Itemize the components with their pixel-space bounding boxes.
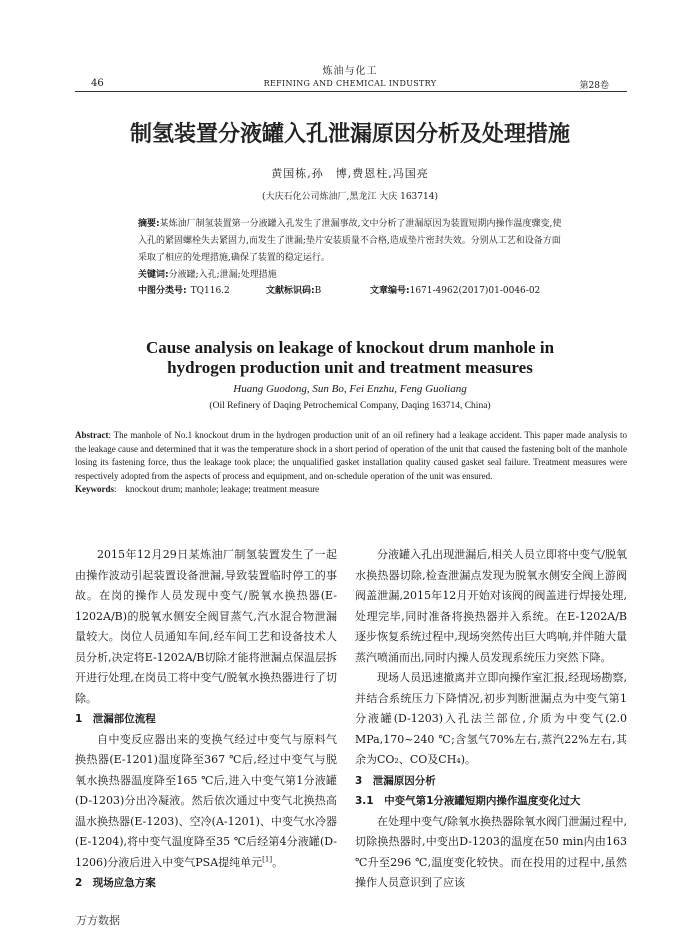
abstract-cn-text: 某炼油厂制氢装置第一分液罐入孔发生了泄漏事故,文中分析了泄漏原因为装置短期内操作温度骤变,使入孔的紧固螺栓失去紧固力,而发生了泄漏;垫片安装质量不合格,造成垫片密封失效。分别从工艺和设备方面采取了相应的处理措施,确保了装置的稳定运行。 [138, 219, 562, 263]
authors-en: Huang Guodong, Sun Bo, Fei Enzhu, Feng Guoliang [233, 383, 467, 395]
wanfang-watermark: 万方数据 [76, 914, 120, 927]
abstract-en-text: : The manhole of No.1 knockout drum in the hydrogen production unit of an oil refinery had a leakage accident. This paper made analysis to the leakage cause and determined that it was the temperature shock in a short period of operation of the unit that caused the fastening bolt of the manhole losing its fastening force, thus the leakage took place; the unqualified gasket installation quality caused gasket seal failure. Treatment measures were respectively adopted from the aspects of process and equipment, and on-schedule operation of the unit was ensured. [75, 430, 627, 481]
abstract-cn-label: 摘要: [138, 219, 160, 229]
section-heading-3: 3 泄漏原因分析 [355, 774, 436, 787]
paper-title-cn: 制氢装置分液罐入孔泄漏原因分析及处理措施 [129, 122, 570, 147]
body-column-right [355, 545, 627, 894]
body-column-left [75, 545, 337, 894]
volume-label: 第28卷 [579, 81, 609, 91]
header-rule [75, 91, 627, 92]
title-en-line2: hydrogen production unit and treatment measures [167, 358, 533, 377]
clc-field: 中图分类号: TQ116.2 [138, 286, 230, 296]
section-heading-2: 2 现场应急方案 [75, 877, 156, 889]
process-paragraph: 自中变反应器出来的变换气经过中变气与原料气换热器(E-1201)温度降至367 ℃后,经过中变气与脱氧水换热器温度降至165 ℃后,进入中变气第1分液罐(D-1203)分出冷凝液。然后依次通过中变气北换热高温水换热器(E-1203)、空冷(A-1201)、中变气水冷器(E-1204),将中变气温度降至35 ℃后经第4分液罐(D-1206)分液后进入中变气PSA提纯单元[1]。 [75, 732, 337, 869]
subsection-heading-3-1: 3.1 中变气第1分液罐短期内操作温度变化过大 [355, 795, 581, 807]
affiliation-en: (Oil Refinery of Daqing Petrochemical Company, Daqing 163714, China) [209, 401, 491, 411]
journal-name-cn: 炼油与化工 [322, 66, 378, 77]
journal-name-en: REFINING AND CHEMICAL INDUSTRY [263, 79, 437, 88]
keywords-cn: 分液罐;入孔;泄漏;处理措施 [168, 270, 277, 280]
article-no-field: 文章编号:1671-4962(2017)01-0046-02 [370, 286, 541, 296]
citation-ref[interactable]: [1] [262, 854, 273, 863]
doc-code-field: 文献标识码:B [266, 286, 322, 296]
title-en-line1: Cause analysis on leakage of knockout drum manhole in [145, 338, 555, 357]
section-heading-1: 1 泄漏部位流程 [75, 713, 156, 725]
abstract-cn [138, 216, 566, 284]
affiliation-cn: (大庆石化公司炼油厂,黑龙江 大庆 163714) [262, 192, 438, 202]
keywords-cn-label: 关键词: [138, 270, 169, 280]
keywords-en: : knockout drum; manhole; leakage; treatment measure [114, 484, 320, 494]
page-number: 46 [91, 78, 104, 89]
emergency-paragraph-2: 现场人员迅速撤离并立即向操作室汇报,经现场勘察,并结合系统压力下降情况,初步判断泄漏点为中变气第1分液罐(D-1203)入孔法兰部位,介质为中变气(2.0 MPa,170~240 ℃;含氢气70%左右,蒸汽22%左右,其余为CO₂、CO及CH₄)。 [355, 671, 627, 766]
abstract-en [75, 429, 627, 497]
authors-cn: 黄国栋,孙 博,费恩柱,冯国亮 [271, 167, 429, 180]
intro-paragraph: 2015年12月29日某炼油厂制氢装置发生了一起由操作波动引起装置设备泄漏,导致装置临时停工的事故。在岗的操作人员发现中变气/脱氧水换热器(E-1202A/B)的脱氧水侧安全阀冒蒸气,汽水混合物泄漏量较大。岗位人员通知车间,经车间工艺和设备技术人员分析,决定将E-1202A/B切除才能将泄漏点保温层拆开进行处理,在岗员工将中变气/脱氧水换热器进行了切除。 [75, 548, 337, 705]
temperature-paragraph: 在处理中变气/除氧水换热器除氧水阀门泄漏过程中,切除换热器时,中变出D-1203的温度在50 min内由163 ℃升至296 ℃,温度变化较快。而在投用的过程中,虽然操作人员意识到了应该 [355, 814, 627, 889]
paper-title-en [0, 338, 700, 378]
abstract-en-label: Abstract [75, 430, 109, 440]
keywords-en-label: Keywords [75, 484, 114, 494]
emergency-paragraph-1: 分液罐入孔出现泄漏后,相关人员立即将中变气/脱氧水换热器切除,检查泄漏点发现为脱氧水侧安全阀上游阀阀盖泄漏,2015年12月开始对该阀的阀盖进行焊接处理,处理完毕,同时准备将换热器并入系统。在E-1202A/B逐步恢复系统过程中,现场突然传出巨大鸣响,并伴随大量蒸汽喷涌而出,同时内操人员发现系统压力突然下降。 [355, 548, 627, 664]
